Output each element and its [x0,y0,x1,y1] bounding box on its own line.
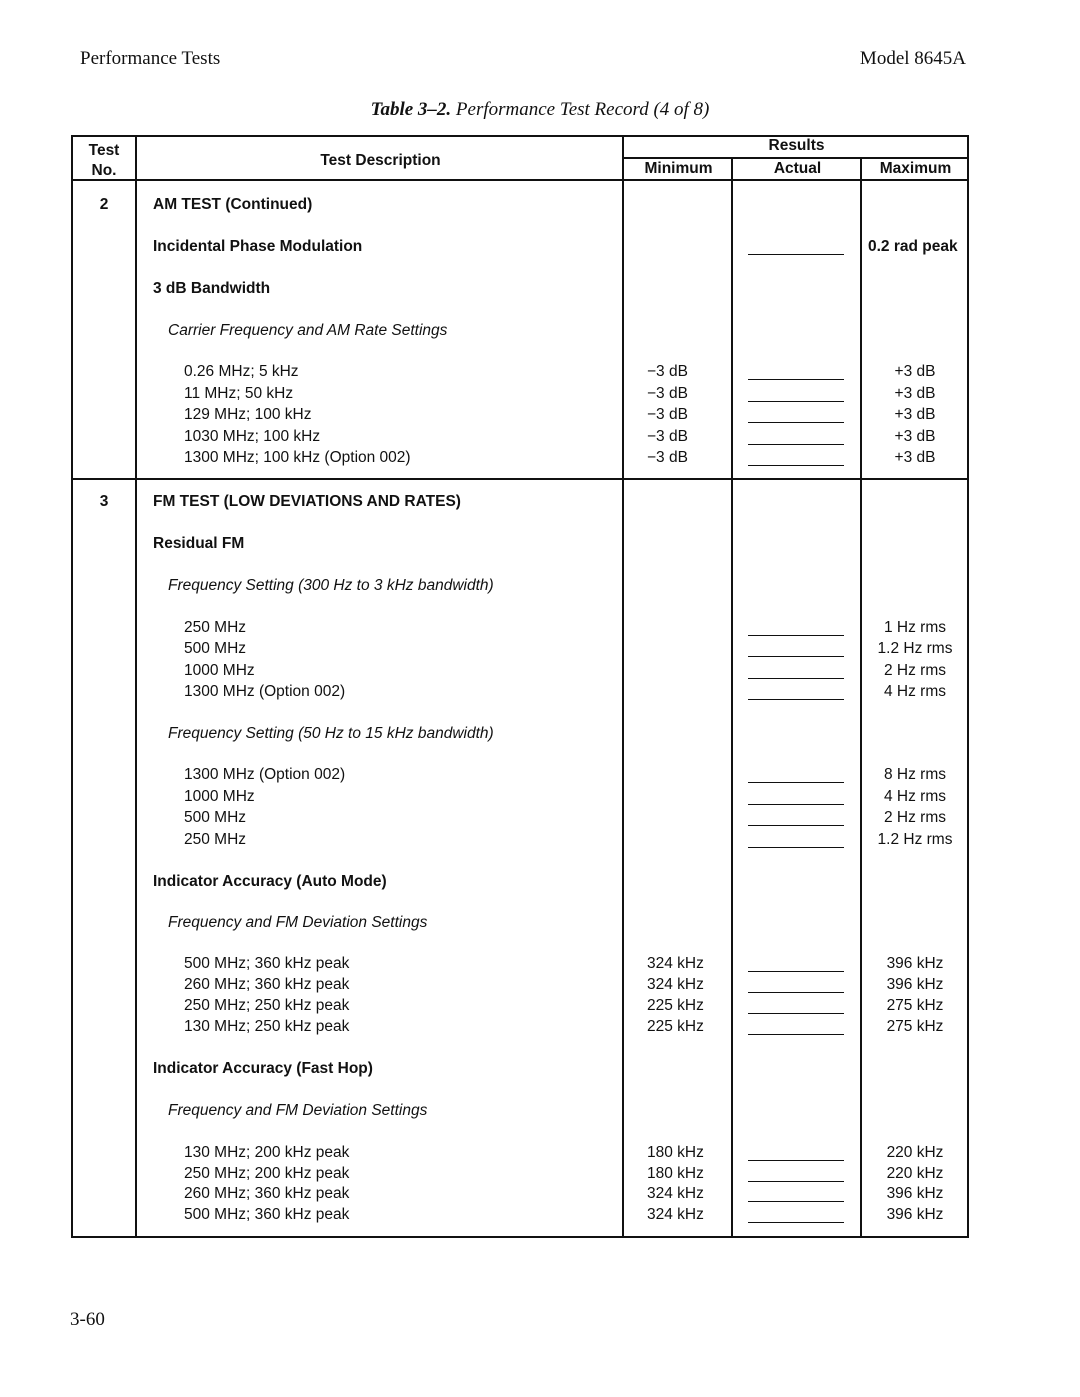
actual-entry-blank [748,992,844,993]
settings-subheading: Frequency and FM Deviation Settings [168,914,428,931]
maximum-value: +3 dB [894,428,936,445]
maximum-value: 2 Hz rms [884,809,946,826]
setting-item: 129 MHz; 100 kHz [184,406,312,423]
actual-entry-blank [748,1181,844,1182]
maximum-value: 2 Hz rms [884,662,946,679]
maximum-value: 8 Hz rms [884,766,946,783]
actual-entry-blank [748,678,844,679]
minimum-value: 225 kHz [647,1018,704,1035]
actual-entry-blank [748,401,844,402]
test-heading: Indicator Accuracy (Fast Hop) [153,1060,373,1077]
maximum-value: 275 kHz [886,1018,944,1035]
minimum-value: −3 dB [647,449,688,466]
running-header-right: Model 8645A [859,48,966,69]
actual-entry-blank [748,825,844,826]
setting-item: 1030 MHz; 100 kHz [184,428,321,445]
minimum-value: −3 dB [647,428,688,445]
minimum-value: −3 dB [647,363,688,380]
test-separator-rule [71,478,969,480]
maximum-value: 0.2 rad peak [868,238,958,255]
maximum-value: 396 kHz [886,1185,944,1202]
actual-entry-blank [748,804,844,805]
actual-entry-blank [748,1201,844,1202]
maximum-value: +3 dB [894,449,936,466]
actual-entry-blank [748,1013,844,1014]
setting-item: 500 MHz; 360 kHz peak [184,1206,350,1223]
test-heading: AM TEST (Continued) [153,196,313,213]
setting-item: 1000 MHz [184,662,255,679]
actual-entry-blank [748,1034,844,1035]
setting-item: 500 MHz; 360 kHz peak [184,955,350,972]
actual-entry-blank [748,379,844,380]
test-heading: Incidental Phase Modulation [153,238,363,255]
maximum-value: +3 dB [894,406,936,423]
actual-entry-blank [748,699,844,700]
maximum-value: 396 kHz [886,1206,944,1223]
header-bottom-rule [71,179,969,181]
setting-item: 500 MHz [184,809,247,826]
setting-item: 250 MHz [184,831,247,848]
actual-entry-blank [748,254,844,255]
setting-item: 11 MHz; 50 kHz [184,385,294,402]
setting-item: 250 MHz [184,619,247,636]
page-number: 3-60 [70,1309,105,1330]
maximum-value: 4 Hz rms [884,788,946,805]
actual-entry-blank [748,635,844,636]
test-heading: FM TEST (LOW DEVIATIONS AND RATES) [153,493,461,510]
test-heading: 3 dB Bandwidth [153,280,271,297]
settings-subheading: Frequency Setting (300 Hz to 3 kHz bandwidth) [168,577,494,594]
test-heading: Residual FM [153,535,245,552]
minimum-value: 324 kHz [647,976,704,993]
maximum-value: 275 kHz [886,997,944,1014]
minimum-value: 225 kHz [647,997,704,1014]
settings-subheading: Frequency Setting (50 Hz to 15 kHz bandwidth) [168,725,494,742]
header-minimum: Minimum [644,160,713,177]
minimum-value: −3 dB [647,406,688,423]
actual-entry-blank [748,782,844,783]
minimum-value: 324 kHz [647,1206,704,1223]
setting-item: 1300 MHz; 100 kHz (Option 002) [184,449,411,466]
setting-item: 0.26 MHz; 5 kHz [184,363,299,380]
header-test: Test [88,142,120,159]
settings-subheading: Frequency and FM Deviation Settings [168,1102,428,1119]
table-caption [0,99,1080,121]
maximum-value: 396 kHz [886,955,944,972]
maximum-value: 1.2 Hz rms [877,831,953,848]
header-test-description: Test Description [320,152,441,169]
actual-entry-blank [748,1222,844,1223]
test-heading: Indicator Accuracy (Auto Mode) [153,873,387,890]
minimum-value: 180 kHz [647,1165,704,1182]
setting-item: 500 MHz [184,640,247,657]
actual-entry-blank [748,656,844,657]
col-rule-2 [622,135,624,1238]
maximum-value: +3 dB [894,363,936,380]
setting-item: 1300 MHz (Option 002) [184,683,346,700]
setting-item: 250 MHz; 200 kHz peak [184,1165,350,1182]
test-number: 2 [99,196,109,213]
maximum-value: 1 Hz rms [884,619,946,636]
running-header-left: Performance Tests [80,48,221,69]
header-maximum: Maximum [879,160,952,177]
header-no: No. [91,162,117,179]
settings-subheading: Carrier Frequency and AM Rate Settings [168,322,448,339]
test-number: 3 [99,493,109,510]
actual-entry-blank [748,444,844,445]
maximum-value: 4 Hz rms [884,683,946,700]
maximum-value: 396 kHz [886,976,944,993]
col-rule-1 [135,135,137,1238]
setting-item: 260 MHz; 360 kHz peak [184,1185,350,1202]
actual-entry-blank [748,422,844,423]
maximum-value: +3 dB [894,385,936,402]
col-rule-3 [731,157,733,1238]
actual-entry-blank [748,847,844,848]
setting-item: 130 MHz; 250 kHz peak [184,1018,350,1035]
actual-entry-blank [748,1160,844,1161]
minimum-value: 180 kHz [647,1144,704,1161]
setting-item: 1300 MHz (Option 002) [184,766,346,783]
minimum-value: 324 kHz [647,1185,704,1202]
header-actual: Actual [773,160,822,177]
header-results: Results [768,137,825,154]
maximum-value: 220 kHz [886,1144,944,1161]
table-caption-title: Performance Test Record (4 of 8) [455,99,710,120]
minimum-value: 324 kHz [647,955,704,972]
setting-item: 250 MHz; 250 kHz peak [184,997,350,1014]
maximum-value: 220 kHz [886,1165,944,1182]
setting-item: 1000 MHz [184,788,255,805]
table-caption-label: Table 3–2. [370,99,452,120]
setting-item: 260 MHz; 360 kHz peak [184,976,350,993]
actual-entry-blank [748,971,844,972]
actual-entry-blank [748,465,844,466]
setting-item: 130 MHz; 200 kHz peak [184,1144,350,1161]
minimum-value: −3 dB [647,385,688,402]
maximum-value: 1.2 Hz rms [877,640,953,657]
